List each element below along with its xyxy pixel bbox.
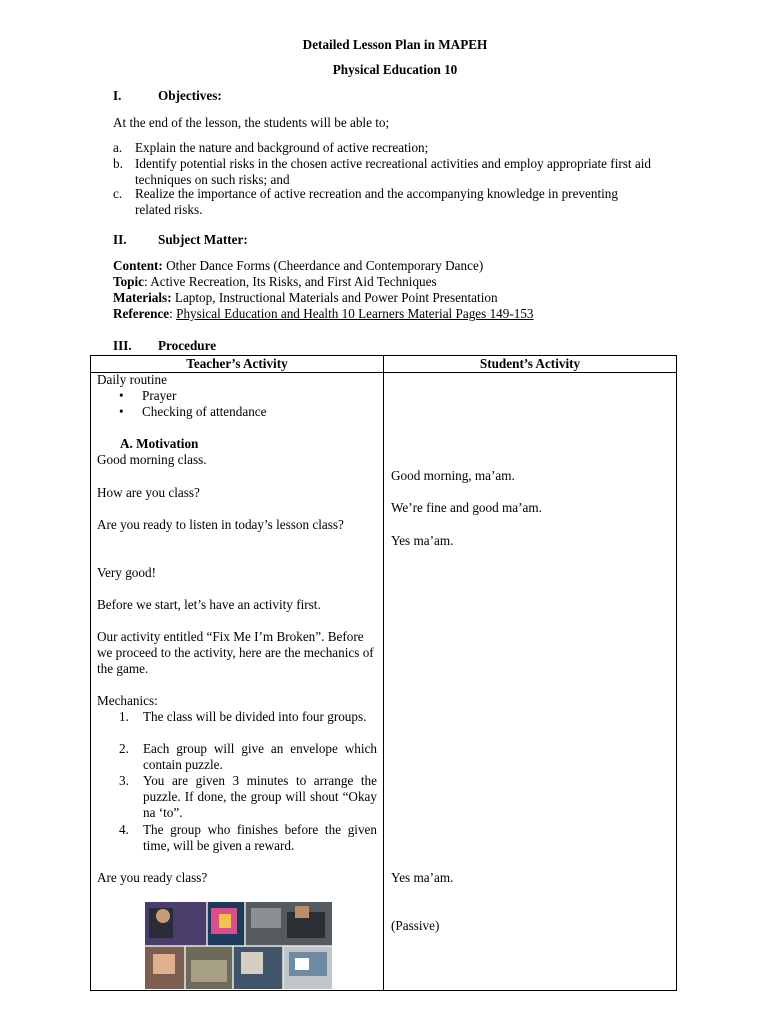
teacher-ready-class: Are you ready class?	[97, 870, 208, 885]
teacher-before-start: Before we start, let’s have an activity first.	[97, 597, 321, 612]
mechanics-item-3	[91, 773, 377, 821]
mechanics-text: The group who finishes before the given time, will be given a reward.	[143, 822, 377, 853]
objective-text: Identify potential risks in the chosen active recreational activities and employ appropriate first aid techniques on such risks; and	[135, 156, 651, 187]
objective-item-a	[113, 140, 693, 156]
mechanics-text: You are given 3 minutes to arrange the puzzle. If done, the group will shout “Okay na ‘to”.	[143, 773, 377, 820]
student-yes-first: Yes ma’am.	[391, 533, 454, 548]
reference-label: Reference	[113, 306, 170, 321]
teacher-greeting: Good morning class.	[97, 452, 207, 467]
mechanics-number: 3.	[119, 773, 129, 788]
topic-label: Topic	[113, 274, 145, 289]
materials-value: Laptop, Instructional Materials and Power Point Presentation	[171, 290, 498, 305]
subject-topic-line	[113, 274, 437, 290]
teacher-how-are-you: How are you class?	[97, 485, 200, 500]
objective-letter: c.	[113, 186, 123, 201]
subject-content-line	[113, 258, 483, 274]
mechanics-item-1	[91, 709, 377, 725]
page-title: Detailed Lesson Plan in MAPEH	[302, 37, 488, 52]
student-fine: We’re fine and good ma’am.	[391, 500, 542, 515]
routine-item-attendance	[91, 404, 381, 420]
section-number-subject-matter: II.	[113, 232, 127, 247]
reference-separator: :	[169, 306, 177, 321]
table-header-divider	[91, 372, 676, 373]
daily-routine-label: Daily routine	[97, 372, 167, 387]
page-subtitle: Physical Education 10	[332, 62, 458, 77]
student-good-morning: Good morning, ma’am.	[391, 468, 515, 483]
mechanics-text: The class will be divided into four groups.	[143, 709, 367, 724]
bullet-icon: •	[119, 404, 124, 419]
objective-item-c	[113, 186, 633, 218]
section-heading-subject-matter: Subject Matter:	[158, 232, 248, 247]
teacher-activity-intro: Our activity entitled “Fix Me I’m Broken”. Before we proceed to the activity, here are the mechanics of the game.	[97, 629, 374, 676]
mechanics-label: Mechanics:	[97, 693, 158, 708]
content-label: Content:	[113, 258, 163, 273]
routine-item-prayer	[91, 388, 381, 404]
section-heading-objectives: Objectives:	[158, 88, 222, 103]
content-value: Other Dance Forms (Cheerdance and Contemporary Dance)	[162, 258, 484, 273]
motivation-heading: A. Motivation	[120, 436, 199, 451]
student-passive: (Passive)	[391, 918, 440, 933]
mechanics-number: 2.	[119, 741, 129, 756]
section-heading-procedure: Procedure	[158, 338, 217, 353]
objectives-intro: At the end of the lesson, the students will be able to;	[113, 115, 390, 130]
student-activity-header: Student’s Activity	[479, 356, 581, 371]
student-yes-second: Yes ma’am.	[391, 870, 454, 885]
objective-item-b	[113, 156, 693, 188]
mechanics-item-2	[91, 741, 377, 773]
subject-materials-line	[113, 290, 498, 306]
mechanics-item-4	[91, 822, 377, 854]
reference-link[interactable]: Physical Education and Health 10 Learners Material Pages 149-153	[176, 306, 534, 321]
objective-letter: a.	[113, 140, 123, 155]
routine-item-label: Checking of attendance	[142, 404, 267, 419]
objective-text: Realize the importance of active recreation and the accompanying knowledge in preventing related risks.	[135, 186, 618, 217]
mechanics-number: 1.	[119, 709, 129, 724]
procedure-table	[90, 355, 677, 991]
bullet-icon: •	[119, 388, 124, 403]
section-number-procedure: III.	[113, 338, 132, 353]
topic-value: : Active Recreation, Its Risks, and First Aid Techniques	[144, 274, 437, 289]
materials-label: Materials:	[113, 290, 172, 305]
mechanics-text: Each group will give an envelope which contain puzzle.	[143, 741, 377, 772]
section-number-objectives: I.	[113, 88, 122, 103]
mechanics-number: 4.	[119, 822, 129, 837]
teacher-activity-header: Teacher’s Activity	[186, 356, 288, 371]
puzzle-collage-image	[145, 902, 332, 989]
objective-letter: b.	[113, 156, 123, 171]
teacher-very-good: Very good!	[97, 565, 156, 580]
routine-item-label: Prayer	[142, 388, 177, 403]
objective-text: Explain the nature and background of active recreation;	[135, 140, 429, 155]
table-column-divider	[383, 356, 384, 990]
subject-reference-line	[113, 306, 534, 322]
teacher-ready-listen: Are you ready to listen in today’s lesson class?	[97, 517, 344, 532]
